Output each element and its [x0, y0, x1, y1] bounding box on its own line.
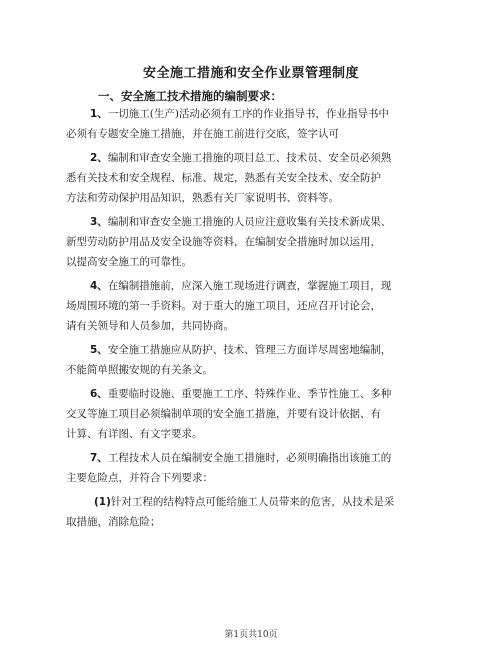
paragraph: [66, 492, 438, 532]
paragraph-text: 方法和劳动保护用品知识，熟悉有关厂家说明书、资料等。: [66, 192, 339, 204]
paragraph: [66, 276, 438, 336]
paragraph-number: 7、: [90, 452, 108, 464]
paragraph-line: [66, 276, 438, 296]
paragraph-number: (1): [94, 496, 111, 508]
paragraph-text: 工程技术人员在编制安全施工措施时，必须明确指出该施工的: [107, 452, 392, 464]
paragraph-line: [66, 148, 438, 168]
document-title: 安全施工措施和安全作业票管理制度: [142, 66, 359, 81]
paragraph-text: 一切施工(生产)活动必须有工序的作业指导书，作业指导书中: [107, 108, 390, 120]
paragraph-number: 6、: [90, 388, 108, 400]
paragraph: [66, 148, 438, 208]
paragraph-text: 在编制措施前，应深入施工现场进行调查，掌握施工项目，现: [107, 280, 392, 292]
section-heading: 一、安全施工技术措施的编制要求：: [98, 89, 282, 103]
paragraph-text: 悉有关技术和安全规程、标准、规定，熟悉有关安全技术、安全防护: [66, 172, 381, 184]
paragraph-text: 主要危险点，并符合下列要求：: [66, 472, 213, 484]
paragraph-text: 重要临时设施、重要施工工序、特殊作业、季节性施工、多种: [107, 388, 392, 400]
document-body: [66, 104, 438, 536]
paragraph: [66, 212, 438, 272]
paragraph-line: [66, 104, 438, 124]
paragraph-line: [66, 188, 438, 208]
paragraph: [66, 448, 438, 488]
paragraph-line: [66, 124, 438, 144]
paragraph-line: [66, 404, 438, 424]
paragraph-text: 编制和审查安全施工措施的人员应注意收集有关技术新成果、: [107, 216, 392, 228]
paragraph-line: [66, 168, 438, 188]
paragraph: [66, 104, 438, 144]
paragraph-line: [66, 232, 438, 252]
paragraph-line: [66, 360, 438, 380]
paragraph-text: 不能简单照搬安规的有关条文。: [66, 364, 213, 376]
paragraph-text: 必须有专题安全施工措施，并在施工前进行交底，签字认可: [66, 128, 339, 140]
paragraph-line: [66, 340, 438, 360]
paragraph-text: 交叉等施工项目必须编制单项的安全施工措施，并要有设计依据、有: [66, 408, 381, 420]
paragraph-line: [66, 384, 438, 404]
paragraph-text: 以提高安全施工的可靠性。: [66, 256, 192, 268]
paragraph-text: 请有关领导和人员参加，共同协商。: [66, 320, 234, 332]
paragraph-text: 取措施，消除危险；: [66, 516, 161, 528]
paragraph-line: [66, 492, 438, 512]
paragraph-number: 4、: [90, 280, 108, 292]
paragraph: [66, 384, 438, 444]
paragraph-text: 计算、有详图、有文字要求。: [66, 428, 203, 440]
paragraph: [66, 340, 438, 380]
paragraph-line: [66, 296, 438, 316]
paragraph-number: 3、: [90, 216, 108, 228]
paragraph-text: 针对工程的结构特点可能给施工人员带来的危害，从技术是采: [110, 496, 395, 508]
paragraph-line: [66, 468, 438, 488]
paragraph-line: [66, 316, 438, 336]
paragraph-number: 1、: [90, 108, 108, 120]
paragraph-number: 2、: [90, 152, 108, 164]
paragraph-number: 5、: [90, 344, 108, 356]
paragraph-text: 场周围环境的第一手资料。对于重大的施工项目，还应召开讨论会，: [66, 300, 381, 312]
paragraph-line: [66, 512, 438, 532]
page-footer: 第1页共10页: [224, 630, 278, 640]
paragraph-line: [66, 212, 438, 232]
paragraph-text: 安全施工措施应从防护、技术、管理三方面详尽周密地编制，: [107, 344, 392, 356]
paragraph-line: [66, 448, 438, 468]
paragraph-text: 新型劳动防护用品及安全设施等资料，在编制安全措施时加以运用，: [66, 236, 381, 248]
paragraph-line: [66, 424, 438, 444]
paragraph-line: [66, 252, 438, 272]
paragraph-text: 编制和审查安全施工措施的项目总工、技术员、安全员必须熟: [107, 152, 392, 164]
